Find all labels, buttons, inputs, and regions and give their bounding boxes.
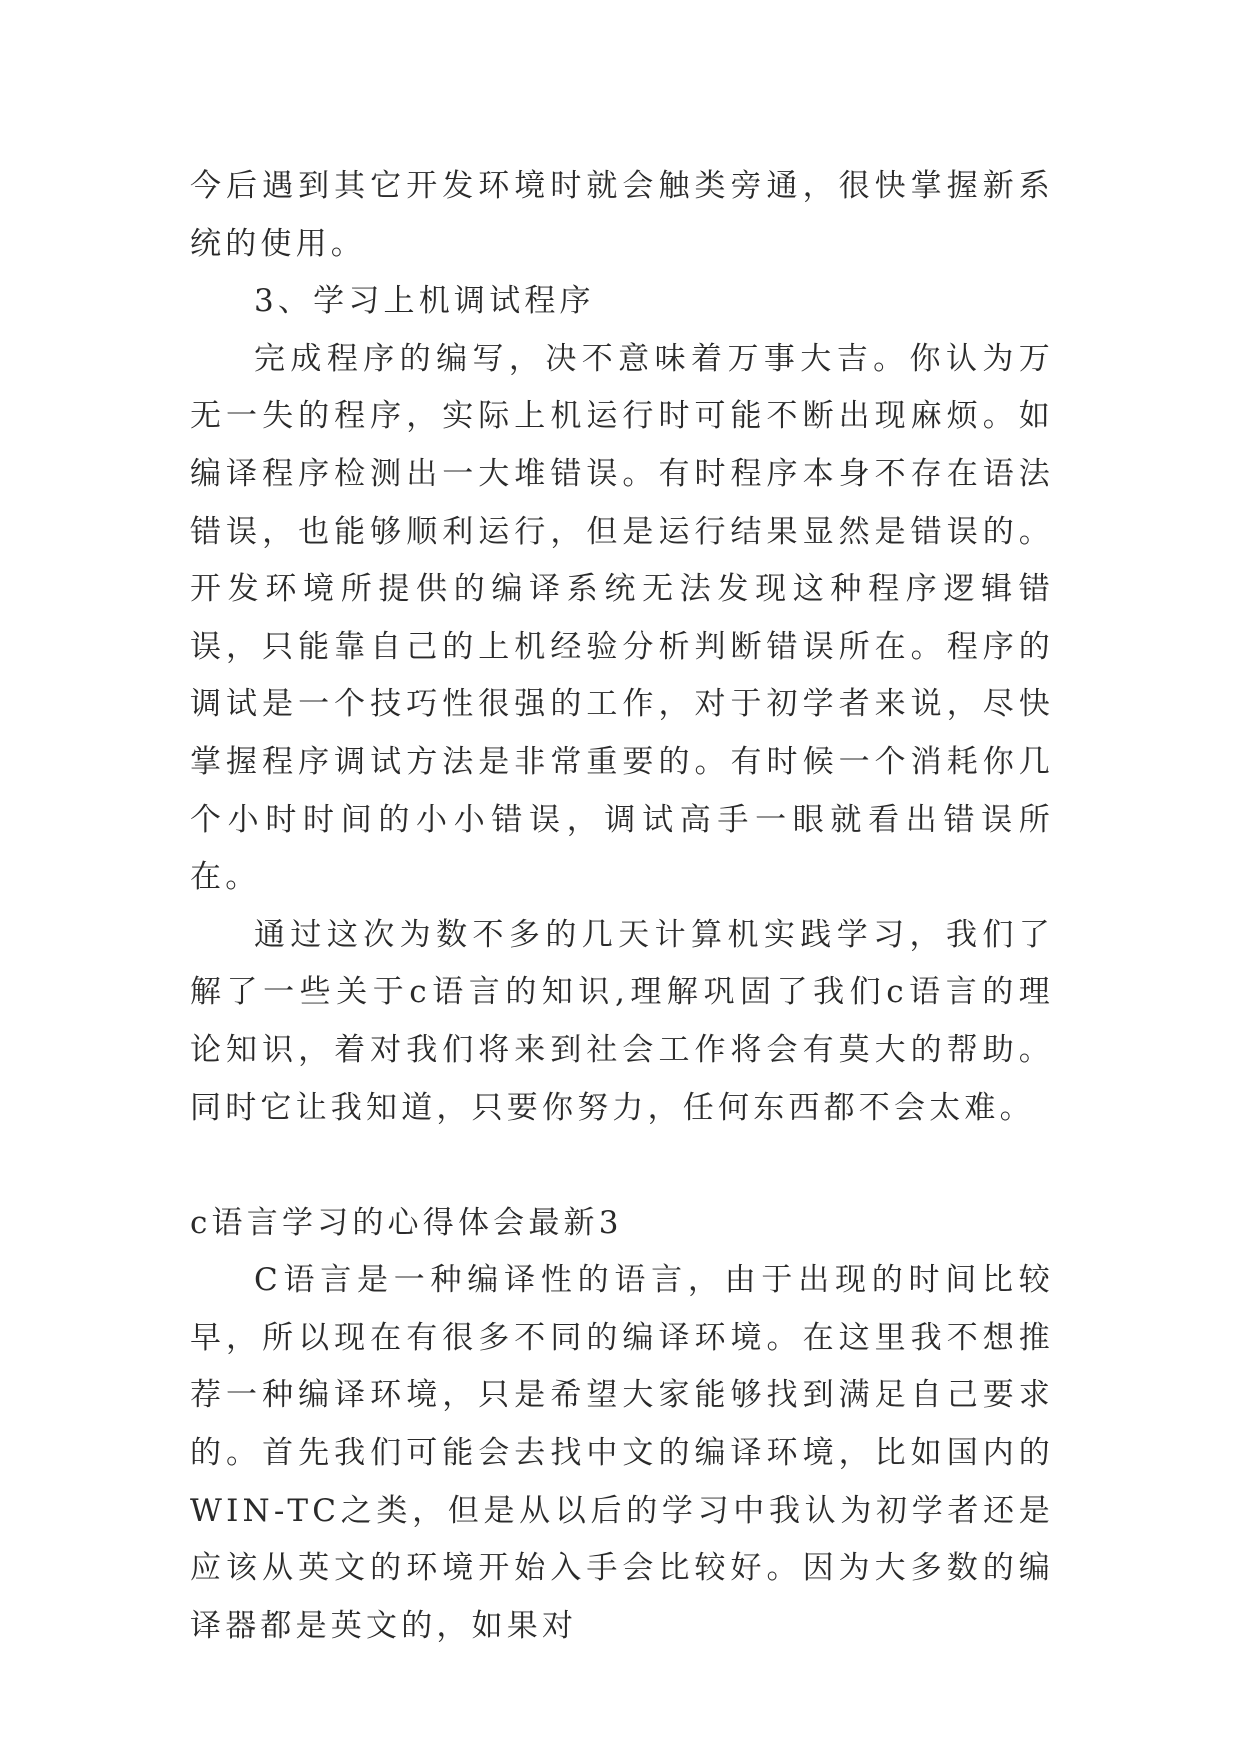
- blank-line: [190, 1137, 1054, 1195]
- paragraph: 通过这次为数不多的几天计算机实践学习，我们了解了一些关于c语言的知识,理解巩固了我们c语言的理论知识，着对我们将来到社会工作将会有莫大的帮助。同时它让我知道，只要你努力，任何东西都不会太难。: [190, 916, 1054, 1126]
- section-title: c语言学习的心得体会最新3: [190, 1204, 623, 1241]
- paragraph: 完成程序的编写，决不意味着万事大吉。你认为万无一失的程序，实际上机运行时可能不断出现麻烦。如编译程序检测出一大堆错误。有时程序本身不存在语法错误，也能够顺利运行，但是运行结果显然是错误的。开发环境所提供的编译系统无法发现这种程序逻辑错误，只能靠自己的上机经验分析判断错误所在。程序的调试是一个技巧性很强的工作，对于初学者来说，尽快掌握程序调试方法是非常重要的。有时候一个消耗你几个小时时间的小小错误，调试高手一眼就看出错误所在。: [190, 340, 1054, 896]
- paragraph: C语言是一种编译性的语言，由于出现的时间比较早，所以现在有很多不同的编译环境。在这里我不想推荐一种编译环境，只是希望大家能够找到满足自己要求的。首先我们可能会去找中文的编译环境，比如国内的WIN-TC之类，但是从以后的学习中我认为初学者还是应该从英文的环境开始入手会比较好。因为大多数的编译器都是英文的，如果对: [190, 1262, 1054, 1644]
- subsection-heading: 3、学习上机调试程序: [254, 283, 595, 320]
- document-body: [190, 158, 1054, 1655]
- paragraph: 今后遇到其它开发环境时就会触类旁通，很快掌握新系统的使用。: [190, 168, 1054, 262]
